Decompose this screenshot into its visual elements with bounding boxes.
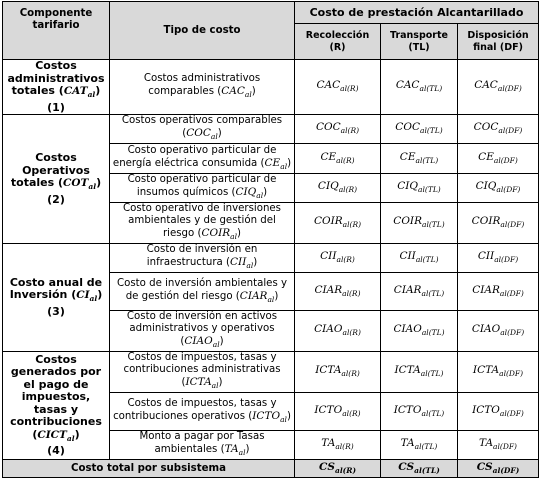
total-symbol-subscript: al(R) bbox=[334, 465, 356, 475]
total-symbol-base: CS bbox=[398, 460, 415, 473]
cost-symbol bbox=[472, 284, 524, 296]
cost-symbol-base: CIQ bbox=[475, 180, 497, 192]
recoleccion-cell bbox=[295, 203, 381, 244]
cost-symbol bbox=[393, 323, 444, 335]
total-symbol-subscript: al(TL) bbox=[414, 465, 440, 475]
cost-type-symbol-base: CIQ bbox=[235, 186, 257, 198]
cost-type-symbol-subscript: al bbox=[246, 261, 254, 270]
header-recoleccion: Recolección (R) bbox=[295, 24, 381, 60]
cost-type-symbol-base: CIAR bbox=[239, 289, 268, 302]
cost-symbol bbox=[476, 180, 521, 192]
cost-symbol bbox=[314, 284, 360, 296]
cost-symbol-base: ICTO bbox=[472, 403, 500, 416]
cost-type-symbol-base: TA bbox=[224, 443, 239, 455]
cost-type-symbol-base: COC bbox=[186, 127, 211, 139]
component-symbol-subscript: al bbox=[87, 90, 96, 99]
cost-symbol-subscript: al(R) bbox=[338, 185, 358, 194]
cost-type-symbol-subscript: al bbox=[267, 294, 275, 304]
transporte-cell bbox=[381, 352, 458, 393]
cost-symbol-subscript: al(R) bbox=[336, 155, 355, 165]
component-symbol-base: CAT bbox=[63, 85, 88, 97]
cost-symbol-subscript: al(DF) bbox=[500, 328, 525, 337]
transporte-cell bbox=[381, 115, 458, 144]
cost-type-description: Costo de inversión en activos administrativos y operativos bbox=[126, 311, 278, 334]
component-cell: Costos generados por el pago de impuestos, tasas y contribuciones $(CICT_{al})$ (4) bbox=[3, 352, 110, 460]
cost-symbol-base: CII bbox=[320, 250, 337, 262]
cost-type-cell: Monto a pagar por Tasas ambientales $(TA_{al})$ bbox=[110, 431, 295, 460]
cost-symbol-subscript: al(TL) bbox=[421, 328, 445, 337]
transporte-cell bbox=[381, 203, 458, 244]
component-number: (4) bbox=[47, 444, 65, 457]
cost-symbol-subscript: al(R) bbox=[340, 126, 360, 135]
header-tipo-costo: Tipo de costo bbox=[110, 2, 295, 60]
cost-type-symbol-subscript: al bbox=[256, 191, 264, 200]
transporte-cell bbox=[381, 60, 458, 115]
transporte-cell bbox=[381, 174, 458, 203]
cost-type-symbol-subscript: al bbox=[244, 90, 252, 99]
cost-symbol bbox=[474, 79, 522, 91]
component-symbol bbox=[76, 289, 98, 304]
cost-symbol bbox=[395, 364, 444, 376]
table-row bbox=[3, 60, 539, 115]
cost-type-symbol-subscript: al bbox=[210, 132, 218, 141]
total-disposicion bbox=[458, 460, 539, 478]
component-symbol-base: COT bbox=[63, 177, 89, 189]
component-symbol bbox=[63, 177, 96, 189]
cost-symbol-base: TA bbox=[400, 437, 415, 449]
component-name: Costos Operativos totales bbox=[10, 151, 90, 189]
cost-type-cell: Costos operativos comparables $(COC_{al})$ bbox=[110, 115, 295, 144]
cost-symbol-base: CIAR bbox=[314, 283, 343, 296]
cost-symbol-base: COC bbox=[395, 121, 420, 133]
disposicion-cell bbox=[458, 115, 539, 144]
total-symbol-base: CS bbox=[476, 460, 493, 473]
cost-type-symbol bbox=[186, 127, 218, 139]
cost-symbol-base: CAC bbox=[316, 79, 341, 91]
table-body bbox=[3, 60, 539, 478]
cost-symbol-subscript: al(DF) bbox=[493, 442, 517, 451]
cost-symbol-base: COIR bbox=[313, 215, 343, 227]
transporte-cell bbox=[381, 144, 458, 174]
cost-symbol bbox=[479, 437, 517, 449]
cost-symbol-base: COC bbox=[473, 121, 499, 133]
cost-symbol bbox=[472, 323, 524, 335]
cost-symbol bbox=[396, 79, 442, 91]
cost-type-symbol bbox=[201, 227, 237, 239]
cost-symbol-base: TA bbox=[321, 437, 336, 449]
cost-symbol bbox=[320, 151, 354, 163]
cost-type-description: Costo de inversión ambientales y de gestión del riesgo bbox=[116, 277, 288, 302]
cost-symbol-base: CII bbox=[477, 250, 495, 262]
cost-symbol bbox=[318, 180, 357, 192]
total-label: Costo total por subsistema bbox=[3, 460, 295, 478]
disposicion-cell bbox=[458, 273, 539, 311]
cost-symbol bbox=[474, 121, 523, 133]
cost-symbol-subscript: al(TL) bbox=[419, 84, 443, 93]
cost-type-symbol-base: ICTO bbox=[252, 409, 281, 422]
cost-symbol bbox=[315, 364, 360, 376]
component-symbol-base: CICT bbox=[37, 428, 67, 441]
cost-symbol-subscript: al(DF) bbox=[500, 220, 525, 229]
cost-type-symbol-subscript: al bbox=[280, 161, 288, 171]
disposicion-cell bbox=[458, 144, 539, 174]
cost-symbol-base: CIAO bbox=[393, 323, 422, 335]
transporte-cell bbox=[381, 393, 458, 431]
cost-symbol-subscript: al(DF) bbox=[497, 84, 522, 93]
cost-type-description: Costos operativos comparables bbox=[121, 115, 283, 126]
cost-symbol-base: COIR bbox=[393, 215, 422, 227]
cost-symbol bbox=[397, 180, 441, 192]
cost-type-symbol-base: COIR bbox=[201, 227, 231, 239]
cost-symbol-subscript: al(R) bbox=[341, 369, 360, 378]
cost-symbol-subscript: al(DF) bbox=[493, 155, 518, 165]
cost-symbol-base: TA bbox=[479, 437, 494, 449]
component-symbol-subscript: al bbox=[66, 433, 75, 443]
component-cell: Costo anual de Inversión $(CI_{al})$ (3) bbox=[3, 244, 110, 352]
cost-type-symbol bbox=[225, 443, 246, 455]
cost-symbol-base: COIR bbox=[471, 215, 501, 227]
cost-type-symbol bbox=[230, 256, 253, 268]
component-number: (1) bbox=[47, 100, 65, 114]
cost-symbol-subscript: al(R) bbox=[342, 408, 361, 418]
cost-symbol-subscript: al(TL) bbox=[415, 155, 439, 165]
recoleccion-cell bbox=[295, 244, 381, 273]
cost-symbol-base: COC bbox=[315, 121, 341, 133]
transporte-cell bbox=[381, 311, 458, 352]
cost-symbol-base: CII bbox=[399, 250, 416, 262]
cost-symbol-base: ICTO bbox=[393, 403, 422, 416]
component-symbol bbox=[64, 85, 95, 97]
cost-type-description: Costo operativo particular de insumos químicos bbox=[127, 174, 277, 198]
component-name: Costo anual de Inversión bbox=[9, 275, 103, 302]
cost-symbol-subscript: al(TL) bbox=[421, 408, 445, 418]
cost-type-description: Costos de impuestos, tasas y contribuciones administrativas bbox=[123, 352, 281, 375]
recoleccion-cell bbox=[295, 144, 381, 174]
cost-symbol-subscript: al(TL) bbox=[418, 185, 441, 194]
disposicion-cell bbox=[458, 60, 539, 115]
transporte-cell bbox=[381, 431, 458, 460]
cost-symbol-subscript: al(TL) bbox=[415, 255, 439, 264]
header-transporte: Transporte (TL) bbox=[381, 24, 458, 60]
cost-type-symbol-base: CAC bbox=[221, 85, 245, 97]
cost-symbol bbox=[316, 121, 359, 133]
cost-type-description: Costos administrativos comparables bbox=[143, 73, 261, 97]
recoleccion-cell bbox=[295, 352, 381, 393]
disposicion-cell bbox=[458, 393, 539, 431]
cost-symbol-base: CIQ bbox=[317, 180, 339, 192]
cost-symbol bbox=[478, 151, 518, 163]
cost-symbol-subscript: al(DF) bbox=[499, 369, 524, 378]
cost-symbol bbox=[472, 404, 524, 416]
cost-type-symbol-subscript: al bbox=[280, 414, 287, 424]
disposicion-cell bbox=[458, 431, 539, 460]
total-symbol bbox=[319, 461, 356, 473]
recoleccion-cell bbox=[295, 393, 381, 431]
cost-symbol-base: CE bbox=[478, 150, 494, 163]
cost-type-symbol bbox=[185, 376, 218, 388]
component-symbol-subscript: al bbox=[88, 182, 97, 191]
cost-type-cell: Costo operativo particular de insumos químicos $(CIQ_{al})$ bbox=[110, 174, 295, 203]
transporte-cell bbox=[381, 273, 458, 311]
cost-symbol bbox=[314, 215, 361, 227]
cost-type-symbol-base: CII bbox=[230, 256, 247, 268]
disposicion-cell bbox=[458, 203, 539, 244]
cost-symbol-base: ICTA bbox=[472, 364, 500, 376]
cost-symbol bbox=[400, 151, 438, 163]
cost-symbol-subscript: al(TL) bbox=[414, 442, 438, 451]
cost-symbol bbox=[473, 364, 523, 376]
cost-symbol bbox=[321, 437, 353, 449]
total-symbol-base: CS bbox=[319, 460, 335, 473]
total-symbol-subscript: al(DF) bbox=[492, 465, 520, 475]
component-symbol bbox=[37, 429, 74, 441]
cost-type-cell: Costo de inversión en activos administrativos y operativos $(CIAO_{al})$ bbox=[110, 311, 295, 352]
cost-type-cell: Costos de impuestos, tasas y contribuciones operativos $(ICTO_{al})$ bbox=[110, 393, 295, 431]
cost-symbol-base: CIQ bbox=[397, 180, 419, 192]
recoleccion-cell bbox=[295, 311, 381, 352]
component-cell: Costos Operativos totales $(COT_{al})$ (2) bbox=[3, 115, 110, 244]
cost-symbol bbox=[394, 284, 444, 296]
cost-symbol bbox=[314, 404, 360, 416]
tariff-cost-table bbox=[2, 1, 539, 478]
cost-symbol bbox=[395, 121, 442, 133]
cost-symbol-subscript: al(R) bbox=[336, 255, 355, 264]
total-symbol bbox=[477, 461, 520, 473]
cost-symbol-base: CE bbox=[320, 150, 337, 163]
transporte-cell bbox=[381, 244, 458, 273]
cost-type-symbol-subscript: al bbox=[230, 232, 238, 241]
cost-type-symbol bbox=[265, 157, 288, 169]
disposicion-cell bbox=[458, 244, 539, 273]
cost-symbol-subscript: al(DF) bbox=[499, 288, 524, 298]
cost-symbol-base: ICTO bbox=[314, 403, 343, 416]
cost-symbol bbox=[320, 250, 355, 262]
cost-type-description: Costo operativo particular de energía eléctrica consumida bbox=[112, 144, 277, 169]
total-transporte bbox=[381, 460, 458, 478]
cost-symbol-base: CIAO bbox=[314, 323, 343, 335]
cost-type-description: Costos de impuestos, tasas y contribuciones operativos bbox=[113, 397, 277, 422]
component-symbol-subscript: al bbox=[89, 294, 98, 304]
recoleccion-cell bbox=[295, 431, 381, 460]
cost-symbol bbox=[472, 215, 525, 227]
cost-symbol bbox=[314, 323, 361, 335]
cost-symbol-subscript: al(TL) bbox=[419, 126, 443, 135]
cost-type-cell: Costo operativo de inversiones ambientales y de gestión del riesgo $(COIR_{al})$ bbox=[110, 203, 295, 244]
recoleccion-cell bbox=[295, 60, 381, 115]
cost-type-description: Costo operativo de inversiones ambientales y de gestión del riesgo bbox=[123, 203, 281, 239]
component-cell: Costos administrativos totales $(CAT_{al})$ (1) bbox=[3, 60, 110, 115]
cost-symbol-subscript: al(DF) bbox=[498, 126, 523, 135]
cost-type-symbol bbox=[235, 186, 263, 198]
total-recoleccion bbox=[295, 460, 381, 478]
table-row bbox=[3, 352, 539, 393]
component-number: (2) bbox=[47, 192, 65, 206]
cost-symbol bbox=[399, 250, 438, 262]
cost-type-symbol-subscript: al bbox=[212, 340, 220, 349]
cost-type-cell: Costo operativo particular de energía eléctrica consumida $(CE_{al})$ bbox=[110, 144, 295, 174]
header-disposicion: Disposición final (DF) bbox=[458, 24, 539, 60]
cost-type-symbol bbox=[184, 335, 219, 347]
recoleccion-cell bbox=[295, 174, 381, 203]
cost-symbol-subscript: al(TL) bbox=[421, 288, 445, 298]
cost-symbol-base: CIAO bbox=[471, 323, 501, 335]
cost-type-symbol-base: CE bbox=[264, 156, 281, 169]
component-symbol-base: CI bbox=[76, 289, 90, 302]
recoleccion-cell bbox=[295, 273, 381, 311]
cost-symbol-subscript: al(R) bbox=[342, 288, 361, 298]
cost-type-cell: Costo de inversión ambientales y de gestión del riesgo $(CIAR_{al})$ bbox=[110, 273, 295, 311]
cost-symbol-subscript: al(R) bbox=[342, 328, 361, 337]
cost-type-description: Monto a pagar por Tasas ambientales bbox=[139, 431, 265, 455]
cost-symbol bbox=[394, 404, 445, 416]
cost-type-symbol bbox=[240, 290, 275, 302]
component-number: (3) bbox=[47, 304, 65, 318]
total-row bbox=[3, 460, 539, 478]
header-costo-prestacion: Costo de prestación Alcantarillado bbox=[295, 2, 539, 24]
cost-symbol-base: CIAR bbox=[472, 283, 500, 296]
total-symbol bbox=[398, 461, 440, 473]
recoleccion-cell bbox=[295, 115, 381, 144]
cost-symbol-subscript: al(DF) bbox=[499, 408, 524, 418]
cost-symbol-base: ICTA bbox=[394, 364, 421, 376]
cost-symbol-subscript: al(R) bbox=[340, 84, 359, 93]
cost-symbol-subscript: al(TL) bbox=[421, 220, 445, 229]
cost-type-symbol bbox=[252, 410, 287, 422]
cost-symbol bbox=[478, 250, 518, 262]
cost-symbol-base: CE bbox=[399, 150, 416, 163]
disposicion-cell bbox=[458, 352, 539, 393]
cost-symbol-subscript: al(DF) bbox=[494, 255, 519, 264]
cost-type-symbol-subscript: al bbox=[238, 448, 246, 457]
table-row bbox=[3, 115, 539, 144]
cost-type-cell: Costos administrativos comparables $(CAC_{al})$ bbox=[110, 60, 295, 115]
cost-symbol-subscript: al(TL) bbox=[420, 369, 444, 378]
cost-type-symbol-subscript: al bbox=[211, 381, 219, 390]
cost-symbol-subscript: al(R) bbox=[342, 220, 362, 229]
cost-symbol-subscript: al(DF) bbox=[496, 185, 521, 194]
cost-type-cell: Costos de impuestos, tasas y contribuciones administrativas $(ICTA_{al})$ bbox=[110, 352, 295, 393]
cost-symbol bbox=[316, 79, 358, 91]
component-name: Costos administrativos totales bbox=[7, 59, 105, 97]
cost-type-symbol bbox=[221, 85, 252, 97]
cost-symbol-base: CAC bbox=[474, 79, 498, 91]
cost-symbol-base: CIAR bbox=[393, 283, 422, 296]
cost-symbol bbox=[401, 437, 438, 449]
component-name: Costos generados por el pago de impuestos, tasas y contribuciones bbox=[10, 352, 102, 428]
disposicion-cell bbox=[458, 174, 539, 203]
cost-type-symbol-base: CIAO bbox=[184, 335, 213, 347]
cost-symbol-base: CAC bbox=[395, 79, 420, 91]
cost-symbol bbox=[393, 215, 444, 227]
cost-type-description: Costo de inversión en infraestructura bbox=[146, 244, 258, 268]
cost-type-symbol-base: ICTA bbox=[185, 376, 212, 388]
cost-type-cell: Costo de inversión en infraestructura $(CII_{al})$ bbox=[110, 244, 295, 273]
cost-symbol-base: ICTA bbox=[315, 364, 342, 376]
cost-symbol-subscript: al(R) bbox=[335, 442, 354, 451]
disposicion-cell bbox=[458, 311, 539, 352]
header-componente: Componente tarifario bbox=[3, 2, 110, 60]
table-row bbox=[3, 244, 539, 273]
